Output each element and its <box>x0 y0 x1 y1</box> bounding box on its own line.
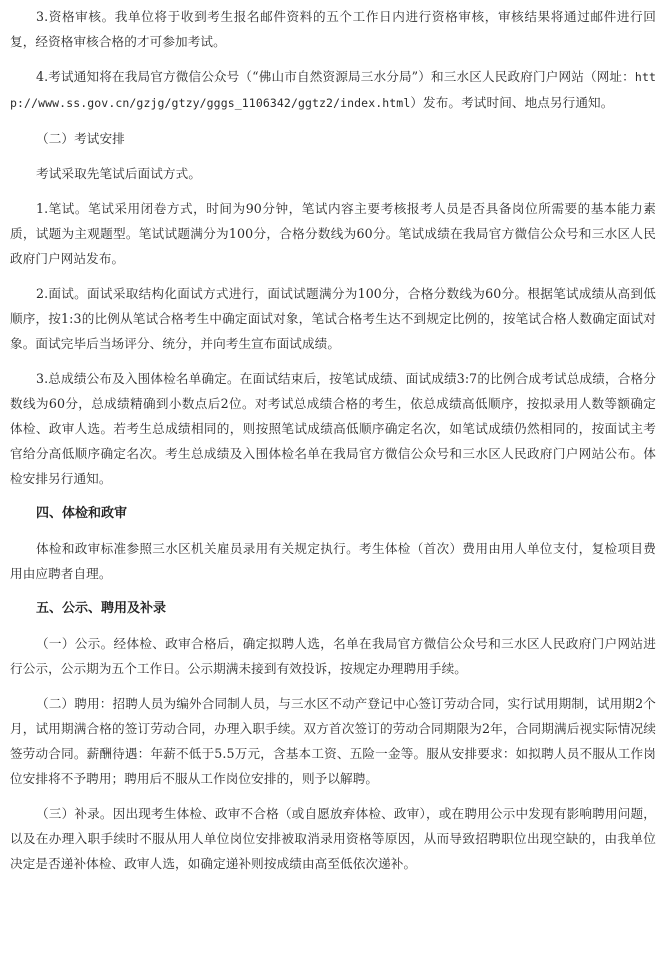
paragraph-gap <box>10 491 656 501</box>
paragraph-gap <box>10 116 656 126</box>
paragraph-gap <box>10 621 656 631</box>
paragraph-interview: 2.面试。面试采取结构化面试方式进行，面试试题满分为100分，合格分数线为60分。根据笔试成绩从高到低顺序，按1:3的比例从笔试合格考生中确定面试对象，笔试合格考生达不到规定比例的，按笔试合格人数确定面试对象。面试完毕后当场评分、统分，并向考生宣布面试成绩。 <box>10 286 656 351</box>
paragraph-gap <box>10 271 656 281</box>
paragraph-publicity: （一）公示。经体检、政审合格后，确定拟聘人选，名单在我局官方微信公众号和三水区人民政府门户网站进行公示，公示期为五个工作日。公示期满未接到有效投诉，按规定办理聘用手续。 <box>10 636 656 676</box>
paragraph-gap <box>10 151 656 161</box>
subheading-exam-arrangement: （二）考试安排 <box>36 131 125 146</box>
paragraph-written-exam: 1.笔试。笔试采用闭卷方式，时间为90分钟，笔试内容主要考核报考人员是否具备岗位所需要的基本能力素质，试题为主观题型。笔试试题满分为100分，合格分数线为60分。笔试成绩在我局官方微信公众号和三水区人民政府门户网站发布。 <box>10 201 656 266</box>
paragraph-gap <box>10 586 656 596</box>
paragraph-gap <box>10 186 656 196</box>
exam-notice-url: http://www.ss.gov.cn/gzjg/gtzy/gggs_1106342/ggtz2/index.html <box>10 70 656 110</box>
paragraph-gap <box>10 681 656 691</box>
paragraph-total-score: 3.总成绩公布及入围体检名单确定。在面试结束后，按笔试成绩、面试成绩3:7的比例合成考试总成绩，合格分数线为60分，总成绩精确到小数点后2位。对考试总成绩合格的考生，依总成绩高低顺序，按拟录用人数等额确定体检、政审人选。若考生总成绩相同的，则按照笔试成绩高低顺序确定名次，如笔试成绩仍然相同的，按面试主考官给分高低顺序确定名次。考生总成绩及入围体检名单在我局官方微信公众号和三水区人民政府门户网站公布。体检安排另行通知。 <box>10 371 656 486</box>
paragraph-gap <box>10 791 656 801</box>
section-heading-medical-check: 四、体检和政审 <box>36 506 128 521</box>
paragraph-gap <box>10 54 656 64</box>
document-body <box>10 4 656 876</box>
paragraph-exam-method: 考试采取先笔试后面试方式。 <box>36 166 202 181</box>
paragraph-gap <box>10 526 656 536</box>
paragraph-qualification-review: 3.资格审核。我单位将于收到考生报名邮件资料的五个工作日内进行资格审核，审核结果将通过邮件进行回复，经资格审核合格的才可参加考试。 <box>10 9 656 49</box>
paragraph-gap <box>10 356 656 366</box>
exam-notice-text-start: 4.考试通知将在我局官方微信公众号（“佛山市自然资源局三水分局”）和三水区人民政府门户网站（网址： <box>36 69 635 84</box>
exam-notice-text-end: ）发布。考试时间、地点另行通知。 <box>410 95 614 110</box>
paragraph-medical-check: 体检和政审标准参照三水区机关雇员录用有关规定执行。考生体检（首次）费用由用人单位支付，复检项目费用由应聘者自理。 <box>10 541 656 581</box>
paragraph-supplementary: （三）补录。因出现考生体检、政审不合格（或自愿放弃体检、政审），或在聘用公示中发现有影响聘用问题，以及在办理入职手续时不服从用人单位岗位安排被取消录用资格等原因，从而导致招聘职位出现空缺的，由我单位决定是否递补体检、政审人选，如确定递补则按成绩由高至低依次递补。 <box>10 806 656 871</box>
section-heading-publicity-hiring: 五、公示、聘用及补录 <box>36 601 167 616</box>
paragraph-hiring: （二）聘用：招聘人员为编外合同制人员，与三水区不动产登记中心签订劳动合同，实行试用期制，试用期2个月，试用期满合格的签订劳动合同，办理入职手续。双方首次签订的劳动合同期限为2年，合同期满后视实际情况续签劳动合同。薪酬待遇：年薪不低于5.5万元，含基本工资、五险一金等。服从安排要求：如拟聘人员不服从工作岗位安排将不予聘用；聘用后不服从工作岗位安排的，则予以解聘。 <box>10 696 656 786</box>
paragraph-exam-notice <box>10 64 656 116</box>
